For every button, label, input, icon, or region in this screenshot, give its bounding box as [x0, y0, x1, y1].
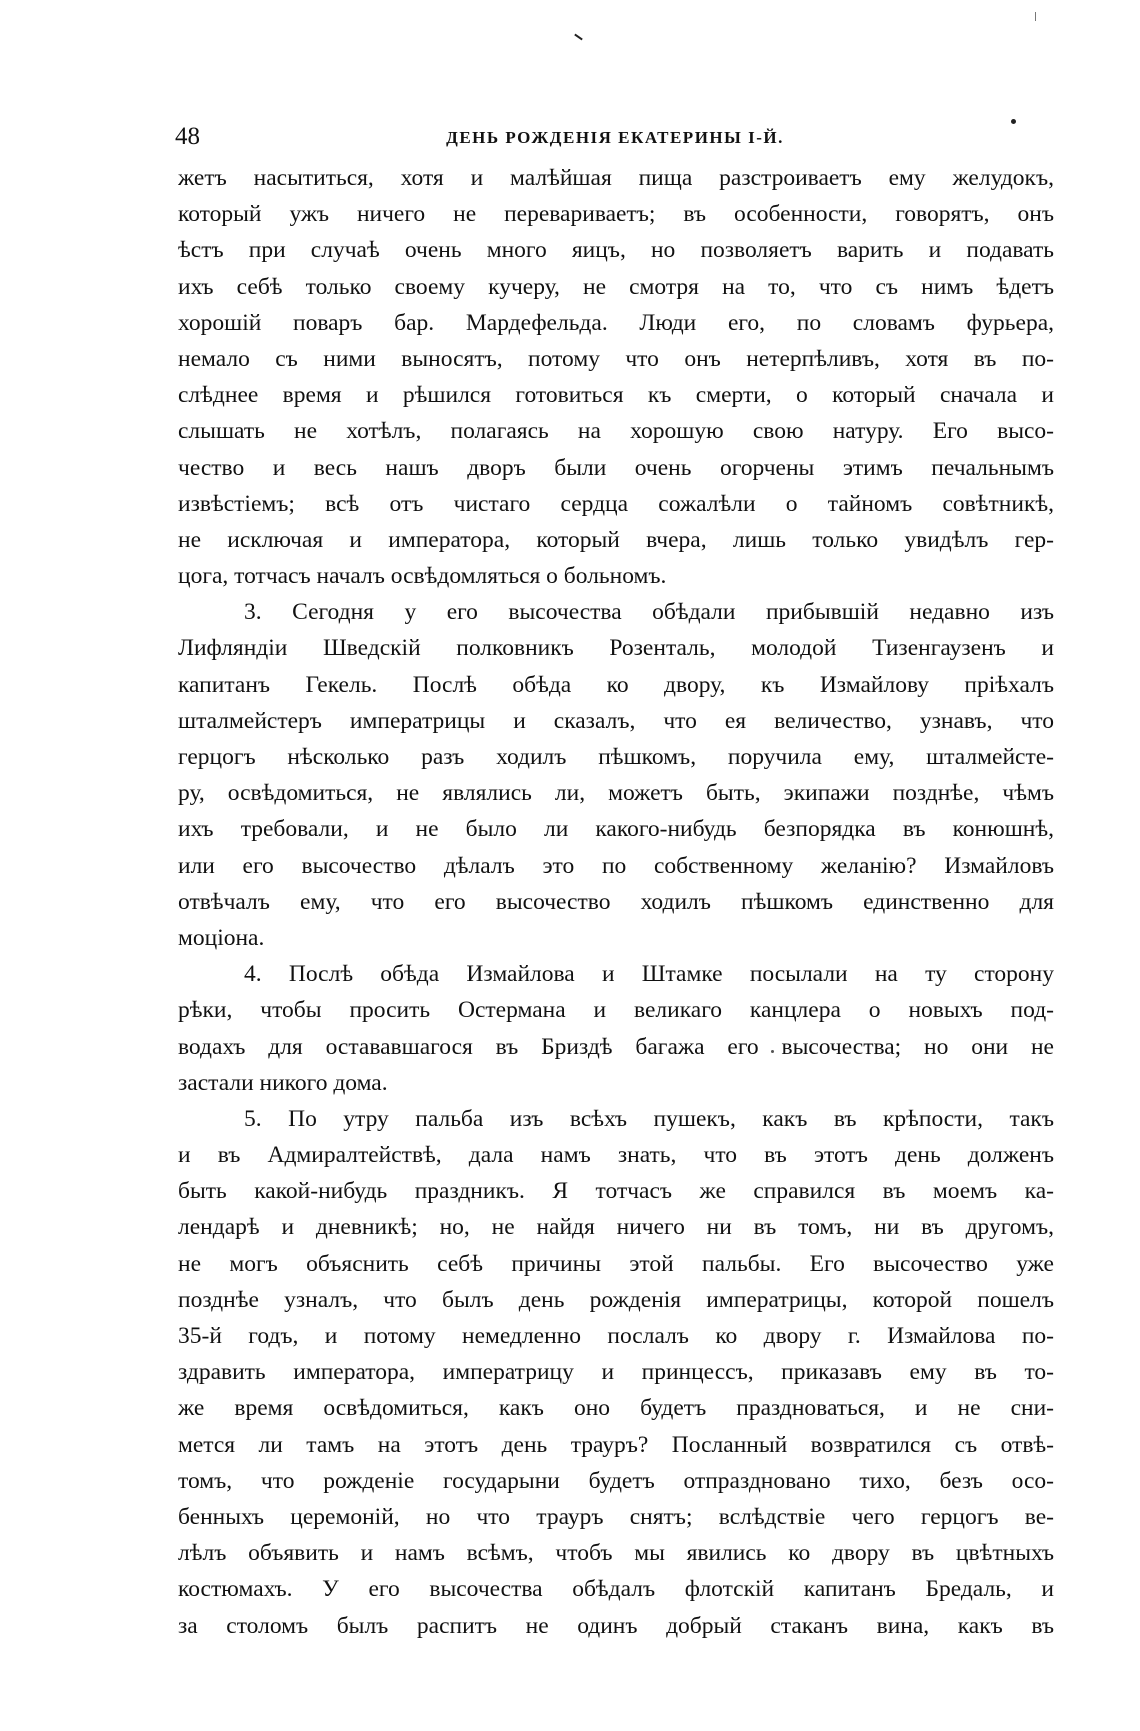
text-line: немало съ ними выносятъ, потому что онъ нетерпѣливъ, хотя въ по- [178, 345, 1054, 372]
text-line: быть какой-нибудь праздникъ. Я тотчасъ же справился въ моемъ ка- [178, 1178, 1054, 1205]
text-line: лѣлъ объявить и намъ всѣмъ, чтобъ мы явились ко двору въ цвѣтныхъ [178, 1540, 1054, 1567]
text-line: и въ Адмиралтействѣ, дала намъ знать, что въ этотъ день долженъ [178, 1142, 1054, 1169]
paragraph-start-line: 3. Сегодня у его высочества обѣдали прибывшій недавно изъ [244, 599, 1054, 626]
text-line: не исключая и императора, который вчера, лишь только увидѣлъ гер- [178, 526, 1054, 553]
text-line: капитанъ Гекель. Послѣ обѣда ко двору, къ Измайлову пріѣхалъ [178, 671, 1054, 698]
text-line: Лифляндіи Шведскій полковникъ Розенталь, молодой Тизенгаузенъ и [178, 635, 1054, 662]
text-line: ихъ себѣ только своему кучеру, не смотря на то, что съ нимъ ѣдетъ [178, 273, 1054, 300]
running-title: ДЕНЬ РОЖДЕНІЯ ЕКАТЕРИНЫ І-Й. [446, 128, 784, 147]
text-line: или его высочество дѣлалъ это по собственному желанію? Измайловъ [178, 852, 1054, 879]
text-line: лендарѣ и дневникѣ; но, не найдя ничего ни въ томъ, ни въ другомъ, [178, 1214, 1054, 1241]
page-header [175, 123, 1055, 153]
text-line: ѣстъ при случаѣ очень много яицъ, но позволяетъ варить и подавать [178, 237, 1054, 264]
text-line: герцогъ нѣсколько разъ ходилъ пѣшкомъ, поручила ему, шталмейсте- [178, 744, 1054, 770]
text-line: извѣстіемъ; всѣ отъ чистаго сердца сожалѣли о тайномъ совѣтникѣ, [178, 490, 1054, 517]
text-line: томъ, что рожденіе государыни будетъ отпраздновано тихо, безъ осо- [178, 1467, 1054, 1494]
print-speck [1035, 12, 1036, 21]
body-text [178, 160, 1054, 1644]
text-line: чество и весь нашъ дворъ были очень огорчены этимъ печальнымъ [178, 454, 1054, 481]
text-line: хорошій поваръ бар. Мардефельда. Люди его, по словамъ фурьера, [178, 309, 1054, 336]
text-line: слѣднее время и рѣшился готовиться къ смерти, о который сначала и [178, 382, 1054, 409]
text-line: водахъ для остававшагося въ Бриздѣ багажа его высочества; но они не [178, 1033, 1054, 1060]
text-line: который ужъ ничего не перевариваетъ; въ особенности, говорятъ, онъ [178, 201, 1054, 228]
text-line: рѣки, чтобы просить Остермана и великаго канцлера о новыхъ под- [178, 997, 1054, 1024]
paragraph-start-line: 5. По утру пальба изъ всѣхъ пушекъ, какъ въ крѣпости, такъ [244, 1105, 1054, 1132]
text-line: позднѣе узналъ, что былъ день рожденія императрицы, которой пошелъ [178, 1286, 1054, 1313]
paragraph-end-line: цога, тотчасъ началъ освѣдомляться о больномъ. [178, 563, 667, 590]
text-line: мется ли тамъ на этотъ день трауръ? Посланный возвратился съ отвѣ- [178, 1431, 1054, 1458]
text-line: отвѣчалъ ему, что его высочество ходилъ пѣшкомъ единственно для [178, 888, 1054, 915]
print-speck [574, 34, 583, 41]
page-number: 48 [175, 123, 200, 150]
text-line: не могъ объяснить себѣ причины этой пальбы. Его высочество уже [178, 1250, 1054, 1277]
text-line: жетъ насытиться, хотя и малѣйшая пища разстроиваетъ ему желудокъ, [178, 165, 1054, 191]
text-line: бенныхъ церемоній, но что трауръ снятъ; вслѣдствіе чего герцогъ ве- [178, 1503, 1054, 1530]
text-line: за столомъ былъ распитъ не одинъ добрый стаканъ вина, какъ въ [178, 1612, 1054, 1639]
text-line: слышать не хотѣлъ, полагаясь на хорошую свою натуру. Его высо- [178, 418, 1054, 445]
text-line: же время освѣдомиться, какъ оно будетъ праздноваться, и не сни- [178, 1395, 1054, 1422]
text-line: ру, освѣдомиться, не являлись ли, можетъ быть, экипажи позднѣе, чѣмъ [178, 780, 1054, 807]
text-line: 35-й годъ, и потому немедленно послалъ ко двору г. Измайлова по- [178, 1323, 1054, 1349]
paragraph-start-line: 4. Послѣ обѣда Измайлова и Штамке посылали на ту сторону [244, 961, 1054, 988]
paragraph-end-line: моціона. [178, 924, 265, 951]
paragraph-end-line: застали никого дома. [178, 1069, 388, 1096]
text-line: здравить императора, императрицу и принцессъ, приказавъ ему въ то- [178, 1359, 1054, 1386]
text-line: ихъ требовали, и не было ли какого-нибудь безпорядка въ конюшнѣ, [178, 816, 1054, 843]
text-line: костюмахъ. У его высочества обѣдалъ флотскій капитанъ Бредаль, и [178, 1576, 1054, 1603]
text-line: шталмейстеръ императрицы и сказалъ, что ея величество, узнавъ, что [178, 707, 1054, 734]
